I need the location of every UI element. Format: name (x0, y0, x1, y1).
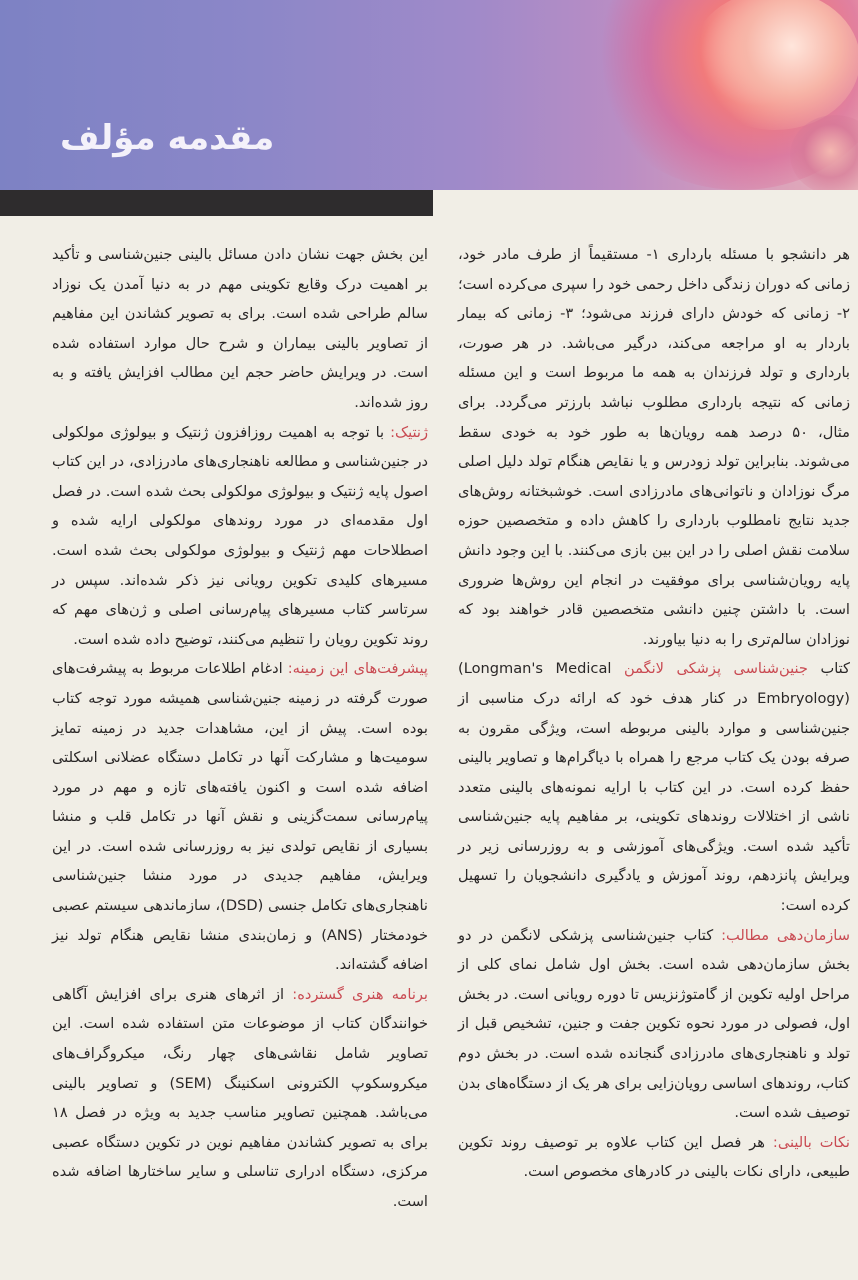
embryo-highlight (690, 0, 858, 130)
art-program-paragraph (52, 980, 428, 1217)
genetics-text: با توجه به اهمیت روزافزون ژنتیک و بیولوژی مولکولی در جنین‌شناسی و مطالعه ناهنجاری‌های مادرزادی، در این کتاب اصول پایه ژنتیک و بیولوژی مولکولی بحث شده است. در فصل اول مقدمه‌ای در مورد روندهای مولکولی ارایه شده و اصطلاحات مهم ژنتیک و بیولوژی مولکولی بحث شده است. مسیرهای کلیدی تکوین رویانی نیز ذکر شده‌اند. سپس در سرتاسر کتاب مسیرهای پیام‌رسانی اصلی و ژن‌های مهم که روند تکوین رویان را تنظیم می‌کنند، توضیح داده شده است. (52, 423, 428, 648)
advances-paragraph (52, 654, 428, 980)
clinical-section-paragraph: این بخش جهت نشان دادن مسائل بالینی جنین‌شناسی و تأکید بر اهمیت درک وقایع تکوینی مهم در به دنیا آمدن یک نوزاد سالم طراحی شده است. برای به تصویر کشاندن این مفاهیم از تصاویر بالینی بیماران و شرح حال موارد استفاده شده است. در ویرایش حاضر حجم این مطالب افزایش یافته و به روز شده‌اند. (52, 246, 428, 411)
book-title-latin: (Longman's Medical Embryology) (458, 660, 850, 707)
organization-paragraph (458, 921, 850, 1128)
clinical-notes-text: هر فصل این کتاب علاوه بر توصیف روند تکوین طبیعی، دارای نکات بالینی در کادرهای مخصوص است. (458, 1133, 850, 1181)
book-prefix: کتاب (807, 660, 850, 678)
advances-heading: پیشرفت‌های این زمینه: (287, 660, 428, 678)
page-title: مقدمه مؤلف (60, 118, 275, 158)
advances-text: ادغام اطلاعات مربوط به پیشرفت‌های صورت گرفته در زمینه جنین‌شناسی همیشه مورد توجه کتاب بوده است. پیش از این، مشاهدات جدید در زمینه تمایز سومیت‌ها و مشارکت آنها در تکامل دستگاه عضلانی اسکلتی اضافه شده است و اکنون یافته‌های تازه و مهم در مورد پیام‌رسانی سمت‌گزینی و نقش آنها در تکامل قلب و منشا بسیاری از نقایص تولدی نیز به روزرسانی شده است. در این ویرایش، مفاهیم جدیدی در مورد منشا جنین‌شناسی ناهنجاری‌های تکامل جنسی (DSD)، سازماندهی سیستم عصبی خودمختار (ANS) و زمان‌بندی منشا نقایص هنگام تولد نیز اضافه گشته‌اند. (52, 660, 428, 974)
genetics-heading: ژنتیک: (390, 423, 428, 441)
clinical-notes-paragraph (458, 1128, 850, 1187)
right-column (458, 240, 850, 1187)
book-paragraph (458, 654, 850, 920)
left-column (52, 240, 428, 1217)
intro-paragraph: هر دانشجو با مسئله بارداری ۱- مستقیماً از طرف مادر خود، زمانی که دوران زندگی داخل رحمی خود را سپری می‌کرده است؛ ۲- زمانی که خودش دارای فرزند می‌شود؛ ۳- زمانی که بیمار باردار به او مراجعه می‌کند، درگیر می‌باشد. در هر صورت، بارداری و تولد فرزندان به همه ما مربوط است و این مسئله زمانی که نتیجه بارداری مطلوب نباشد بارزتر می‌گردد. برای مثال، ۵۰ درصد همه رویان‌ها به طور خود به خودی سقط می‌شوند. بنابراین تولد زودرس و یا نقایص هنگام تولد دلیل اصلی مرگ نوزادان و ناتوانی‌های مادرزادی است. خوشبختانه روش‌های جدید نتایج نامطلوب بارداری را کاهش داده و متخصصین حوزه سلامت نقش اصلی را در این بین بازی می‌کنند. با این وجود دانش پایه رویان‌شناسی برای موفقیت در انجام این روش‌ها ضروری است. با داشتن چنین دانشی متخصصین قادر خواهند بود که نوزادان سالم‌تری را به دنیا بیاورند. (458, 246, 851, 648)
organization-text: کتاب جنین‌شناسی پزشکی لانگمن در دو بخش سازمان‌دهی شده است. بخش اول شامل نمای کلی از مراحل اولیه تکوین از گامتوژنزیس تا دوره رویانی است. در بخش اول، فصولی در مورد نحوه تکوین جفت و جنین، تشخیص قبل از تولد و ناهنجاری‌های مادرزادی گنجانده شده است. در بخش دوم کتاب، روندهای اساسی رویان‌زایی برای هر یک از دستگاه‌های بدن توصیف شده است. (457, 926, 850, 1122)
book-title: جنین‌شناسی پزشکی لانگمن (623, 660, 808, 678)
organization-heading: سازمان‌دهی مطالب: (721, 926, 850, 944)
header-banner (0, 0, 858, 190)
genetics-paragraph (52, 418, 428, 655)
art-program-text: از اثرهای هنری برای افزایش آگاهی خوانندگان کتاب از موضوعات متن استفاده شده است. این تصاویر شامل نقاشی‌های چهار رنگ، میکروگراف‌های میکروسکوپ الکترونی اسکنینگ (SEM) و تصاویر بالینی می‌باشد. همچنین تصاویر مناسب جدید به ویژه در فصل ۱۸ برای به تصویر کشاندن مفاهیم نوین در تکوین دستگاه عصبی مرکزی، دستگاه ادراری تناسلی و سایر ساختارها اضافه شده است. (52, 985, 428, 1210)
header-divider-bar (0, 190, 433, 216)
book-description: در کنار هدف خود که ارائه درک مناسبی از جنین‌شناسی و موارد بالینی مربوطه است، ویژگی مقرون به صرفه بودن یک کتاب مرجع را همراه با دیاگرام‌ها و تصاویر بالینی حفظ کرده است. در این کتاب با ارایه نمونه‌های بالینی متعدد ناشی از اختلالات روندهای تکوینی، بر مفاهیم پایه جنین‌شناسی تأکید شده است. ویژگی‌های آموزشی و به روزرسانی زیر در ویرایش پانزدهم، روند آموزش و یادگیری دانشجویان را تسهیل کرده است: (458, 689, 850, 915)
clinical-notes-heading: نکات بالینی: (772, 1133, 850, 1151)
art-program-heading: برنامه هنری گسترده: (292, 985, 428, 1003)
